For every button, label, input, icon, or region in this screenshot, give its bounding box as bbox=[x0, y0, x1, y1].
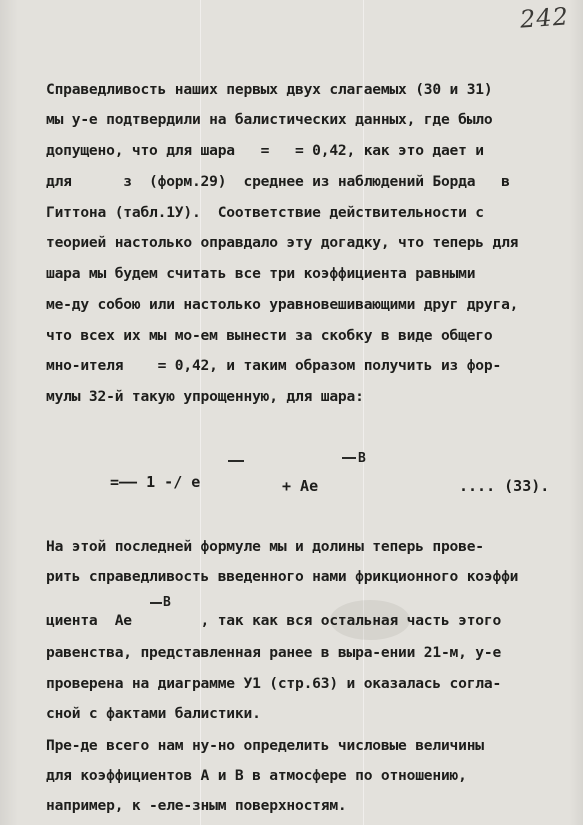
overbar bbox=[342, 457, 356, 459]
text-line: мы у-е подтвердили на балистических данных, где было bbox=[46, 111, 493, 128]
text-line: рить справедливость введенного нами фрикционного коэффи bbox=[46, 568, 519, 585]
text-line: сной с фактами балистики. bbox=[46, 705, 261, 722]
formula-exponent: B bbox=[358, 451, 366, 466]
paragraph-3 bbox=[46, 735, 576, 820]
text-line: На этой последней формуле мы и долины теперь прове- bbox=[46, 538, 484, 555]
text-line: шара мы будем считать все три коэффициента равными bbox=[46, 265, 476, 282]
overbar bbox=[150, 602, 162, 604]
formula-plus-term: + Ae bbox=[282, 477, 319, 495]
text-line: например, к -еле-зным поверхностям. bbox=[46, 797, 347, 814]
text-line: допущено, что для шара = = 0,42, как это дает и bbox=[46, 142, 484, 159]
formula-lead: =—— 1 -/ e bbox=[110, 473, 201, 491]
text-line: циента Ae , так как вся остальная часть этого bbox=[46, 612, 502, 629]
text-line: для з (форм.29) среднее из наблюдений Борда в bbox=[46, 173, 510, 190]
text-line: мно-ителя = 0,42, и таким образом получить из фор- bbox=[46, 357, 502, 374]
paragraph-2 bbox=[46, 536, 576, 722]
formula-number: .... (33). bbox=[459, 477, 550, 495]
text-line: мулы 32-й такую упрощенную, для шара: bbox=[46, 388, 364, 405]
overbar bbox=[228, 460, 244, 462]
text-line: для коэффициентов A и B в атмосфере по отношению, bbox=[46, 767, 467, 784]
text-line: Гиттона (табл.1У). Соответствие действительности с bbox=[46, 204, 484, 221]
text-line: равенства, представленная ранее в выра-ении 21-м, у-е bbox=[46, 644, 502, 661]
formula-33 bbox=[0, 451, 583, 515]
text-line: ме-ду собою или настолько уравновешивающими друг друга, bbox=[46, 296, 519, 313]
text-line: Справедливость наших первых двух слагаемых (30 и 31) bbox=[46, 81, 493, 98]
text-line: что всех их мы мо-ем вынести за скобку в виде общего bbox=[46, 327, 493, 344]
page-number: 242 bbox=[519, 2, 570, 34]
text-line: проверена на диаграмме У1 (стр.63) и оказалась согла- bbox=[46, 675, 502, 692]
paragraph-1 bbox=[46, 79, 576, 405]
text-line: теорией настолько оправдало эту догадку, что теперь для bbox=[46, 234, 519, 251]
text-line: Пре-де всего нам ну-но определить числовые величины bbox=[46, 737, 484, 754]
inline-exponent: B bbox=[163, 595, 171, 610]
